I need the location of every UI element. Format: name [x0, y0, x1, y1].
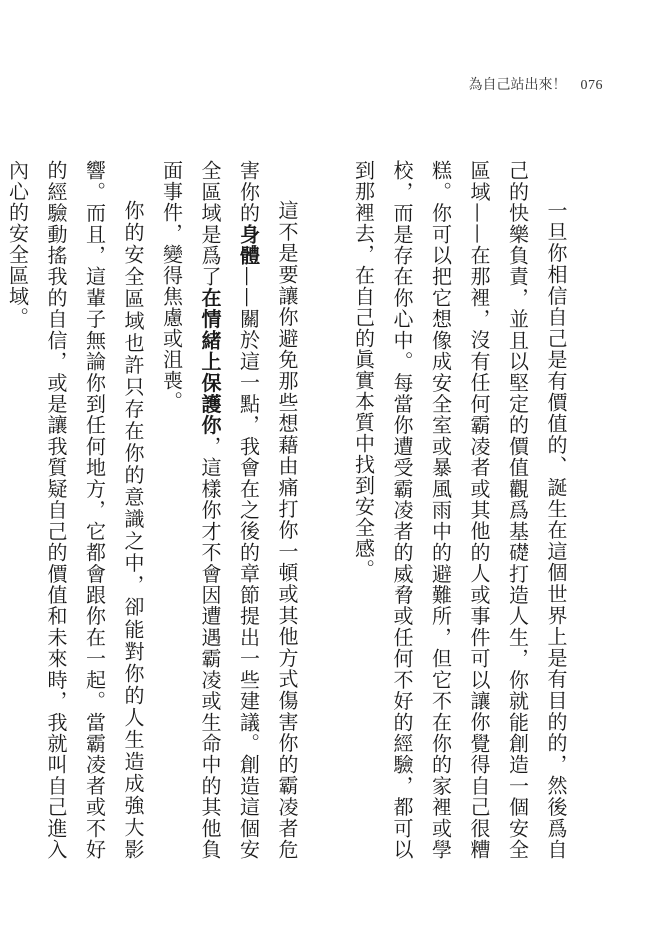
paragraph-3 — [0, 160, 152, 860]
page-number: 076 — [580, 78, 603, 93]
emphasis-body: 身體 — [236, 223, 261, 267]
running-header — [469, 74, 604, 94]
emphasis-emotional-protection: 在情緒上保護你 — [198, 287, 222, 436]
paragraph-2-text-a: 這不是要讓你避免那些想藉由痛打你一頓或其他方式傷害你的霸凌者危害你的 — [236, 160, 299, 860]
chapter-title: 為自己站出來！ — [468, 77, 567, 93]
body-text — [0, 160, 575, 860]
paragraph-2-text-c: ，這樣你才不會因遭遇霸凌或生命中的其他負面事件，變得焦慮或沮喪。 — [159, 160, 222, 860]
paragraph-2-text-b: ——關於這一點，我會在之後的章節提出一些建議。創造這個安全區域是爲了 — [198, 160, 261, 861]
paragraph-1-text: 一旦你相信自己是有價值的、誕生在這個世界上是有目的的，然後爲自己的快樂負責，並且以堅定的價值觀爲基礎打造人生，你就能創造一個安全區域——在那裡，沒有任何霸凌者或其他的人或事件可以讓你覺得自己很糟糕。你可以把它想像成安全室或暴風雨中的避難所，但它不在你的家裡或學校，而是存在你心中。每當你遭受霸凌者的威脅或任何不好的經驗，都可以到那裡去，在自己的眞實本質中找到安全感。 — [351, 160, 568, 860]
paragraph-3-text: 你的安全區域也許只存在你的意識之中，卻能對你的人生造成強大影響。而且，這輩子無論你到任何地方，它都會跟你在一起。當霸凌者或不好的經驗動搖我的自信，或是讓我質疑自己的價值和未來時，我就叫自己進入內心的安全區域。 — [5, 160, 145, 860]
paragraph-2 — [152, 160, 306, 860]
paragraph-1 — [344, 160, 575, 860]
